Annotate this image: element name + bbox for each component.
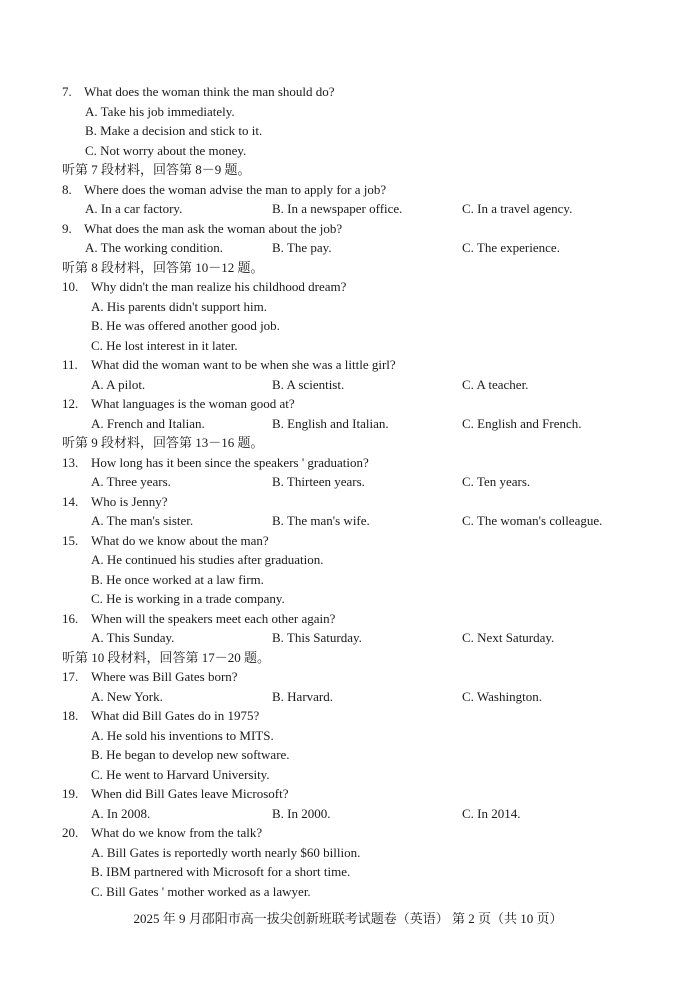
answer-option: C. In 2014. bbox=[462, 805, 521, 821]
answer-option: A. In 2008. bbox=[91, 805, 151, 821]
answer-option: B. This Saturday. bbox=[272, 630, 362, 645]
answer-option: A. Take his job immediately. bbox=[85, 103, 235, 119]
answer-option-row bbox=[62, 238, 652, 258]
answer-option: C. He is working in a trade company. bbox=[91, 591, 285, 606]
answer-option: A. Bill Gates is reportedly worth nearly $60 billion. bbox=[91, 844, 361, 860]
question-number: 10. bbox=[62, 279, 79, 294]
answer-option: C. In a travel agency. bbox=[462, 201, 573, 216]
answer-option: B. Make a decision and stick to it. bbox=[85, 123, 263, 138]
question-number: 16. bbox=[62, 610, 79, 626]
question bbox=[62, 531, 652, 551]
answer-option: A. French and Italian. bbox=[91, 415, 205, 431]
question bbox=[62, 492, 652, 512]
question bbox=[62, 609, 652, 629]
answer-option-row bbox=[62, 199, 652, 219]
answer-option: B. The pay. bbox=[272, 240, 332, 255]
question bbox=[62, 355, 652, 375]
question-text: Who is Jenny? bbox=[91, 493, 168, 509]
answer-option-row bbox=[62, 804, 652, 824]
answer-option-row bbox=[62, 414, 652, 434]
answer-option: B. English and Italian. bbox=[272, 415, 389, 431]
question-number: 8. bbox=[62, 181, 72, 197]
answer-option-row bbox=[62, 628, 652, 648]
question-text: What did Bill Gates do in 1975? bbox=[91, 708, 260, 723]
answer-option-row bbox=[62, 687, 652, 707]
question bbox=[62, 823, 652, 843]
answer-option: C. English and French. bbox=[462, 415, 582, 431]
question-number: 19. bbox=[62, 786, 79, 801]
answer-option-row bbox=[62, 472, 652, 492]
answer-option: C. A teacher. bbox=[462, 376, 529, 392]
question-number: 12. bbox=[62, 396, 79, 411]
question bbox=[62, 667, 652, 687]
question bbox=[62, 82, 652, 102]
answer-option: A. The man's sister. bbox=[91, 513, 194, 528]
question-text: When will the speakers meet each other again? bbox=[91, 610, 336, 626]
question bbox=[62, 180, 652, 200]
question-number: 20. bbox=[62, 825, 79, 840]
answer-option: C. The experience. bbox=[462, 240, 560, 255]
question bbox=[62, 219, 652, 239]
answer-option: B. In 2000. bbox=[272, 805, 331, 821]
answer-option: C. Ten years. bbox=[462, 474, 531, 489]
section-instruction: 听第 10 段材料，回答第 17－20 题。 bbox=[62, 649, 271, 665]
answer-option: A. In a car factory. bbox=[85, 201, 183, 216]
question-text: What did the woman want to be when she was a little girl? bbox=[91, 357, 396, 372]
question-text: Where was Bill Gates born? bbox=[91, 669, 238, 684]
answer-option: B. Harvard. bbox=[272, 688, 334, 704]
question-text: What does the woman think the man should do? bbox=[84, 84, 335, 99]
question-number: 15. bbox=[62, 532, 79, 548]
answer-option: C. The woman's colleague. bbox=[462, 513, 603, 528]
answer-option: B. He began to develop new software. bbox=[91, 747, 290, 762]
section-instruction: 听第 8 段材料，回答第 10－12 题。 bbox=[62, 259, 264, 275]
question-number: 18. bbox=[62, 708, 79, 723]
exam-content bbox=[62, 82, 652, 901]
answer-option: B. The man's wife. bbox=[272, 513, 370, 528]
question-number: 7. bbox=[62, 84, 72, 99]
answer-option: C. He lost interest in it later. bbox=[91, 337, 238, 353]
question bbox=[62, 706, 652, 726]
question-number: 9. bbox=[62, 220, 72, 236]
answer-option: C. Bill Gates ' mother worked as a lawyer. bbox=[91, 883, 311, 899]
answer-option: A. Three years. bbox=[91, 474, 171, 489]
answer-option: C. Washington. bbox=[462, 688, 542, 704]
answer-option: C. He went to Harvard University. bbox=[91, 766, 270, 782]
answer-option: A. A pilot. bbox=[91, 376, 146, 392]
answer-option: A. His parents didn't support him. bbox=[91, 298, 268, 314]
question bbox=[62, 784, 652, 804]
section-instruction: 听第 9 段材料，回答第 13－16 题。 bbox=[62, 435, 264, 450]
question-number: 14. bbox=[62, 493, 79, 509]
answer-option: C. Not worry about the money. bbox=[85, 142, 247, 158]
answer-option: A. He sold his inventions to MITS. bbox=[91, 727, 274, 743]
question-number: 11. bbox=[62, 357, 78, 372]
answer-option: B. A scientist. bbox=[272, 376, 345, 392]
answer-option: B. Thirteen years. bbox=[272, 474, 365, 489]
answer-option-row bbox=[62, 511, 652, 531]
question-number: 13. bbox=[62, 454, 79, 470]
answer-option: B. IBM partnered with Microsoft for a short time. bbox=[91, 864, 351, 879]
question-text: What do we know about the man? bbox=[91, 532, 269, 548]
question-text: What does the man ask the woman about the job? bbox=[84, 220, 343, 236]
question-text: Where does the woman advise the man to apply for a job? bbox=[84, 181, 387, 197]
answer-option: A. This Sunday. bbox=[91, 630, 175, 645]
answer-option: A. The working condition. bbox=[85, 240, 224, 255]
section-instruction: 听第 7 段材料，回答第 8－9 题。 bbox=[62, 162, 251, 177]
page-footer: 2025 年 9 月邵阳市高一拔尖创新班联考试题卷（英语） 第 2 页（共 10 页） bbox=[133, 911, 563, 926]
question-text: Why didn't the man realize his childhood dream? bbox=[91, 279, 347, 294]
question-text: What languages is the woman good at? bbox=[91, 396, 295, 411]
question bbox=[62, 453, 652, 473]
answer-option: C. Next Saturday. bbox=[462, 630, 555, 645]
answer-option: A. New York. bbox=[91, 688, 163, 704]
answer-option-row bbox=[62, 375, 652, 395]
question-text: When did Bill Gates leave Microsoft? bbox=[91, 786, 289, 801]
question bbox=[62, 277, 652, 297]
answer-option: B. He once worked at a law firm. bbox=[91, 571, 264, 587]
answer-option: A. He continued his studies after graduation. bbox=[91, 552, 324, 567]
question-text: What do we know from the talk? bbox=[91, 825, 263, 840]
question-number: 17. bbox=[62, 669, 79, 684]
question-text: How long has it been since the speakers ' graduation? bbox=[91, 454, 369, 470]
answer-option: B. He was offered another good job. bbox=[91, 318, 280, 333]
answer-option: B. In a newspaper office. bbox=[272, 201, 403, 216]
question bbox=[62, 394, 652, 414]
